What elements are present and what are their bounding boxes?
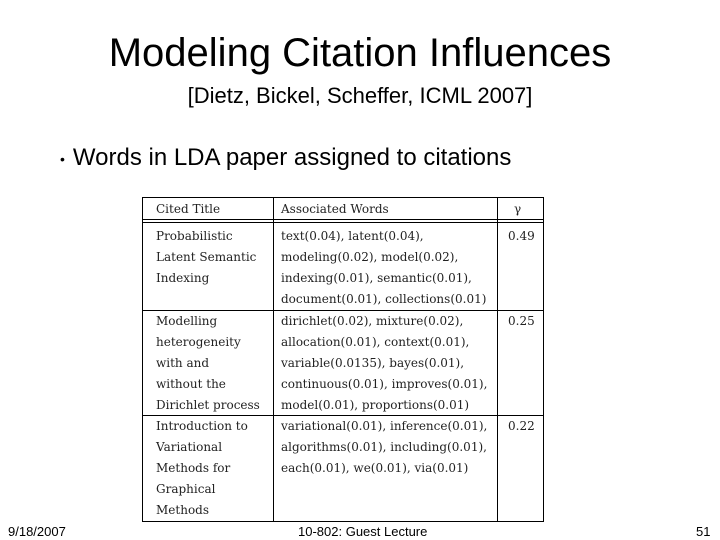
associated-words-line: dirichlet(0.02), mixture(0.02), <box>281 314 464 328</box>
cited-title-line: Methods <box>156 503 210 517</box>
associated-words-line: continuous(0.01), improves(0.01), <box>281 377 488 391</box>
associated-words-line: modeling(0.02), model(0.02), <box>281 250 459 264</box>
slide-title: Modeling Citation Influences <box>108 31 612 75</box>
bullet-icon: • <box>60 150 65 167</box>
cited-title-line: Methods for <box>156 461 231 475</box>
column-divider <box>497 197 498 521</box>
cited-title-line: Probabilistic <box>156 229 233 243</box>
column-header-associated-words: Associated Words <box>281 202 389 216</box>
header-divider <box>142 222 544 223</box>
gamma-value: 0.25 <box>508 314 535 328</box>
cited-title-line: Variational <box>156 440 223 454</box>
associated-words-line: variational(0.01), inference(0.01), <box>281 419 488 433</box>
cited-title-line: with and <box>156 356 210 370</box>
slide-subtitle: [Dietz, Bickel, Scheffer, ICML 2007] <box>187 83 533 108</box>
cited-title-line: Introduction to <box>156 419 248 433</box>
column-header-cited-title: Cited Title <box>156 202 221 216</box>
footer-page-number: 51 <box>696 524 711 539</box>
associated-words-line: variable(0.0135), bayes(0.01), <box>281 356 465 370</box>
column-header-gamma: γ <box>514 202 522 216</box>
gamma-value: 0.22 <box>508 419 535 433</box>
associated-words-line: allocation(0.01), context(0.01), <box>281 335 470 349</box>
associated-words-line: algorithms(0.01), including(0.01), <box>281 440 487 454</box>
cited-title-line: Graphical <box>156 482 216 496</box>
associated-words-line: each(0.01), we(0.01), via(0.01) <box>281 461 469 475</box>
column-divider <box>273 197 274 521</box>
bullet-item <box>60 143 511 174</box>
bullet-text: Words in LDA paper assigned to citations <box>72 144 512 171</box>
associated-words-line: document(0.01), collections(0.01) <box>281 292 487 306</box>
cited-title-line: Modelling <box>156 314 218 328</box>
footer-date: 9/18/2007 <box>8 524 66 539</box>
cited-title-line: Latent Semantic <box>156 250 257 264</box>
associated-words-line: indexing(0.01), semantic(0.01), <box>281 271 472 285</box>
footer-lecture: 10-802: Guest Lecture <box>298 524 428 539</box>
gamma-value: 0.49 <box>508 229 535 243</box>
cited-title-line: Dirichlet process <box>156 398 260 412</box>
cited-title-line: without the <box>156 377 226 391</box>
citation-table <box>142 197 544 521</box>
associated-words-line: text(0.04), latent(0.04), <box>281 229 424 243</box>
associated-words-line: model(0.01), proportions(0.01) <box>281 398 470 412</box>
cited-title-line: heterogeneity <box>156 335 241 349</box>
cited-title-line: Indexing <box>156 271 210 285</box>
